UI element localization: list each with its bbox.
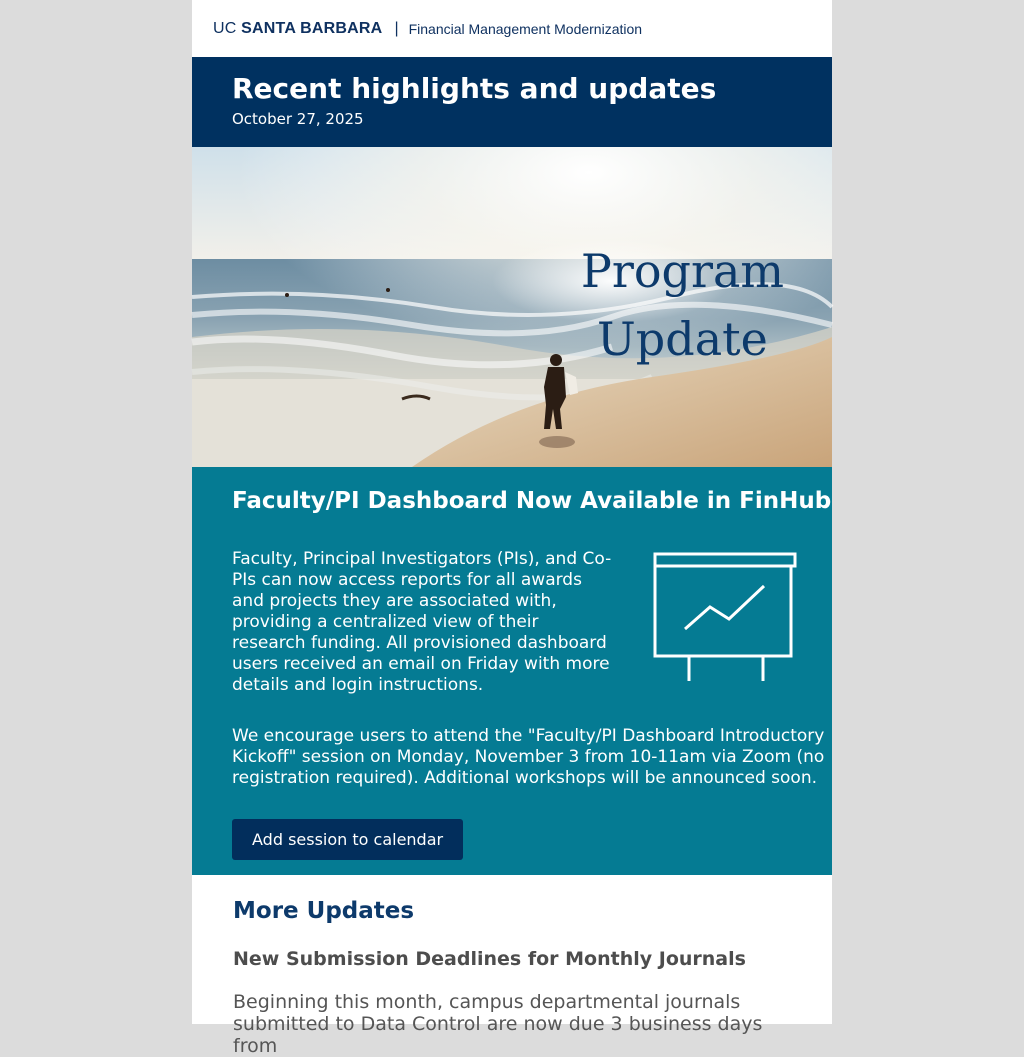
hero-heading-line2: Update (597, 312, 768, 366)
more-updates-body: Beginning this month, campus departmental journals submitted to Data Control are now due 3 business days from (233, 991, 763, 1057)
logo-santa-barbara-text: SANTA BARBARA (241, 19, 383, 37)
page-title: Recent highlights and updates (232, 72, 717, 105)
presentation-chart-icon (652, 551, 798, 696)
feature-section (192, 467, 832, 875)
hero-image (192, 147, 832, 467)
hero-heading (581, 237, 784, 373)
feature-body: Faculty, Principal Investigators (PIs), and Co-PIs can now access reports for all awards and projects they are associated with, providing a centralized view of their research funding. All provisioned dashboard users received an email on Friday with more details and login instructions. (232, 549, 612, 695)
header-band (192, 57, 832, 147)
more-updates-subtitle: New Submission Deadlines for Monthly Journals (233, 948, 746, 970)
logo-uc-text: UC (213, 19, 237, 37)
add-to-calendar-button[interactable]: Add session to calendar (232, 819, 463, 860)
ucsb-logo[interactable] (213, 20, 382, 38)
department-name: Financial Management Modernization (408, 20, 643, 37)
hero-heading-line1: Program (580, 244, 784, 298)
feature-title: Faculty/PI Dashboard Now Available in FinHub (232, 488, 832, 514)
email-container (192, 0, 832, 1057)
more-updates-title: More Updates (233, 898, 415, 924)
more-updates-section (192, 875, 832, 1057)
issue-date: October 27, 2025 (232, 110, 364, 128)
feature-row (232, 549, 832, 696)
logo-bar (192, 0, 832, 57)
feature-body-2: We encourage users to attend the "Faculty/PI Dashboard Introductory Kickoff" session on Monday, November 3 from 10-11am via Zoom (no registration required). Additional workshops will be announced soon. (232, 726, 825, 788)
logo-divider: | (394, 19, 399, 37)
